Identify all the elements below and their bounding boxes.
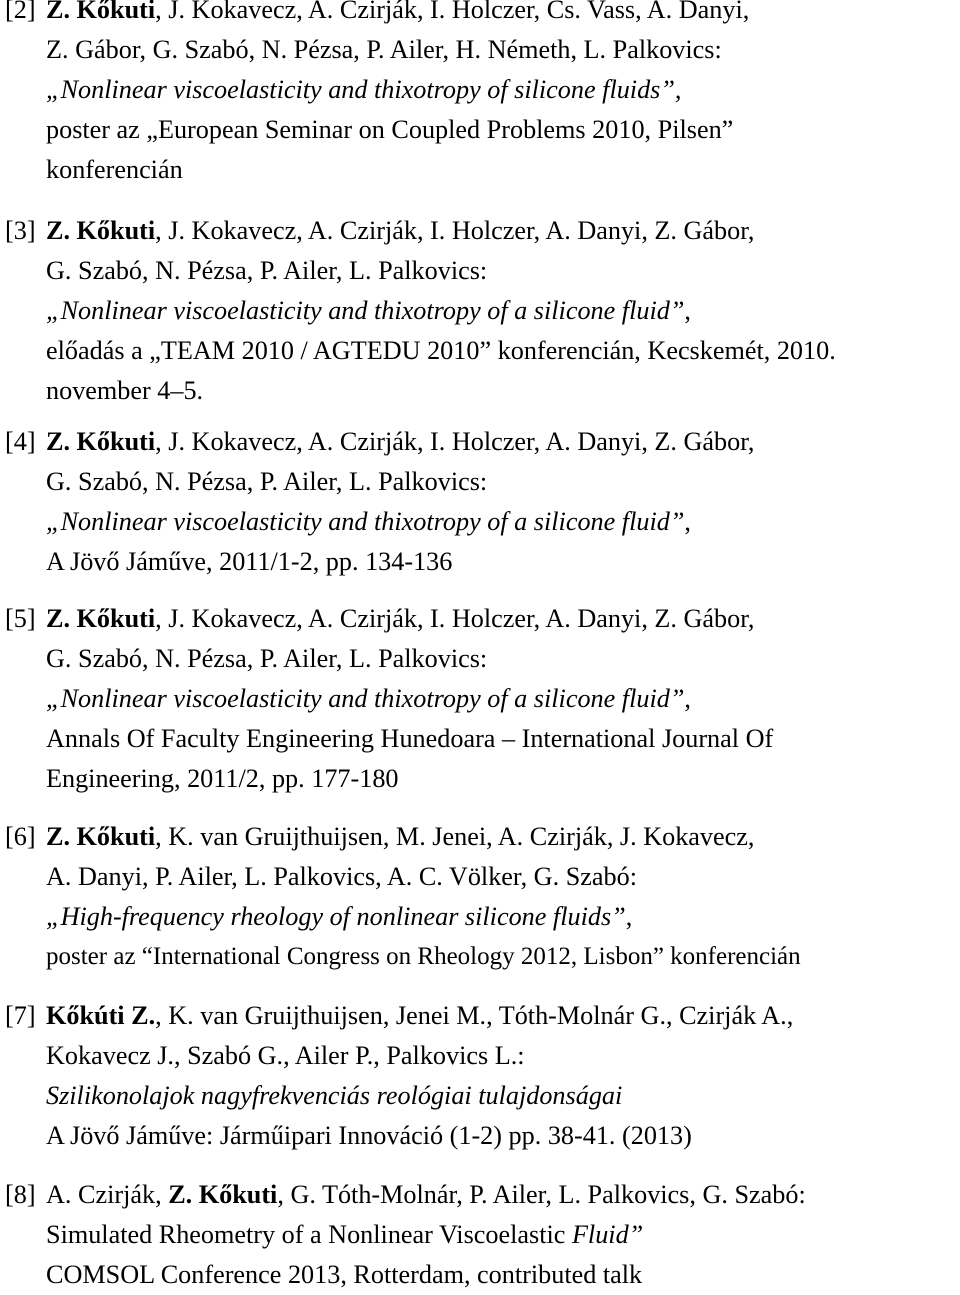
reference-text: , xyxy=(684,507,691,536)
reference-number: [7] xyxy=(5,1001,36,1030)
author-highlight: Z. Kőkuti xyxy=(46,822,156,851)
reference-number: [5] xyxy=(5,604,36,633)
reference-line xyxy=(46,150,960,190)
reference-entry xyxy=(0,996,960,1156)
reference-line xyxy=(46,211,960,251)
reference-entry xyxy=(0,211,960,411)
reference-body xyxy=(46,0,960,190)
reference-number: [4] xyxy=(5,427,36,456)
reference-number: [3] xyxy=(5,216,36,245)
reference-line xyxy=(46,937,960,977)
reference-number: [8] xyxy=(5,1180,36,1209)
reference-line xyxy=(46,502,960,542)
reference-number: [2] xyxy=(5,0,36,24)
reference-text: poster az “International Congress on Rheology 2012, Lisbon” konferencián xyxy=(46,943,801,970)
author-highlight: Kőkúti Z. xyxy=(46,1001,156,1030)
reference-text: , K. van Gruijthuijsen, M. Jenei, A. Czirják, J. Kokavecz, xyxy=(155,822,755,851)
reference-text: Annals Of Faculty Engineering Hunedoara – International Journal Of xyxy=(46,724,774,753)
reference-title: „Nonlinear viscoelasticity and thixotropy of a silicone fluid” xyxy=(46,684,685,713)
reference-line xyxy=(46,542,960,582)
reference-body xyxy=(46,422,960,582)
reference-text: A. Czirják, xyxy=(46,1180,169,1209)
reference-text: , G. Tóth-Molnár, P. Ailer, L. Palkovics, G. Szabó: xyxy=(277,1180,806,1209)
reference-line xyxy=(46,897,960,937)
author-highlight: Z. Kőkuti xyxy=(46,216,156,245)
reference-title: Fluid” xyxy=(571,1220,644,1249)
author-highlight: Z. Kőkuti xyxy=(46,604,156,633)
reference-title: „Nonlinear viscoelasticity and thixotropy of a silicone fluid” xyxy=(46,507,685,536)
reference-line xyxy=(46,70,960,110)
reference-text: konferencián xyxy=(46,155,183,184)
author-highlight: Z. Kőkuti xyxy=(168,1180,278,1209)
reference-line xyxy=(46,817,960,857)
reference-text: , J. Kokavecz, A. Czirják, I. Holczer, A. Danyi, Z. Gábor, xyxy=(155,427,755,456)
reference-title: „High-frequency rheology of nonlinear silicone fluids” xyxy=(46,902,626,931)
reference-body xyxy=(46,817,960,977)
reference-entry xyxy=(0,817,960,977)
reference-text: G. Szabó, N. Pézsa, P. Ailer, L. Palkovics: xyxy=(46,467,488,496)
reference-line xyxy=(46,331,960,371)
author-highlight: Z. Kőkuti xyxy=(46,0,156,24)
reference-text: , J. Kokavecz, A. Czirják, I. Holczer, A. Danyi, Z. Gábor, xyxy=(155,216,755,245)
reference-entry xyxy=(0,1175,960,1295)
reference-title: „Nonlinear viscoelasticity and thixotropy of a silicone fluid” xyxy=(46,296,685,325)
reference-line xyxy=(46,857,960,897)
author-highlight: Z. Kőkuti xyxy=(46,427,156,456)
reference-title: „Nonlinear viscoelasticity and thixotropy of silicone fluids”, xyxy=(46,75,682,104)
reference-text: , xyxy=(684,296,691,325)
reference-text: Z. Gábor, G. Szabó, N. Pézsa, P. Ailer, H. Németh, L. Palkovics: xyxy=(46,35,722,64)
reference-text: Engineering, 2011/2, pp. 177-180 xyxy=(46,764,399,793)
reference-text: G. Szabó, N. Pézsa, P. Ailer, L. Palkovics: xyxy=(46,644,488,673)
reference-text: G. Szabó, N. Pézsa, P. Ailer, L. Palkovics: xyxy=(46,256,488,285)
reference-line xyxy=(46,1215,960,1255)
reference-line xyxy=(46,291,960,331)
reference-body xyxy=(46,599,960,799)
reference-text: A Jövő Jáműve, 2011/1-2, pp. 134-136 xyxy=(46,547,453,576)
reference-line xyxy=(46,996,960,1036)
reference-text: , xyxy=(625,902,633,931)
reference-body xyxy=(46,1175,960,1295)
reference-line xyxy=(46,422,960,462)
reference-body xyxy=(46,211,960,411)
reference-line xyxy=(46,371,960,411)
reference-line xyxy=(46,1116,960,1156)
reference-text: Kokavecz J., Szabó G., Ailer P., Palkovics L.: xyxy=(46,1041,525,1070)
reference-text: , xyxy=(684,684,691,713)
reference-line xyxy=(46,599,960,639)
reference-text: A Jövő Jáműve: Járműipari Innováció (1-2) pp. 38-41. (2013) xyxy=(46,1121,692,1150)
reference-text: , J. Kokavecz, A. Czirják, I. Holczer, A. Danyi, Z. Gábor, xyxy=(155,604,755,633)
reference-text: Simulated Rheometry of a Nonlinear Viscoelastic xyxy=(46,1220,572,1249)
reference-text: előadás a „TEAM 2010 / AGTEDU 2010” konferencián, Kecskemét, 2010. xyxy=(46,336,836,365)
reference-line xyxy=(46,0,960,30)
reference-line xyxy=(46,1175,960,1215)
reference-entry xyxy=(0,0,960,190)
reference-entry xyxy=(0,422,960,582)
reference-line xyxy=(46,110,960,150)
reference-line xyxy=(46,30,960,70)
reference-line xyxy=(46,1255,960,1295)
reference-title: Szilikonolajok nagyfrekvenciás reológiai tulajdonságai xyxy=(46,1081,623,1110)
reference-line xyxy=(46,251,960,291)
reference-line xyxy=(46,462,960,502)
reference-entry xyxy=(0,599,960,799)
reference-line xyxy=(46,679,960,719)
reference-line xyxy=(46,639,960,679)
reference-text: COMSOL Conference 2013, Rotterdam, contributed talk xyxy=(46,1260,643,1289)
reference-line xyxy=(46,1036,960,1076)
reference-line xyxy=(46,759,960,799)
reference-text: , K. van Gruijthuijsen, Jenei M., Tóth-Molnár G., Czirják A., xyxy=(155,1001,794,1030)
reference-text: november 4–5. xyxy=(46,376,204,405)
reference-line xyxy=(46,1076,960,1116)
reference-line xyxy=(46,719,960,759)
reference-text: poster az „European Seminar on Coupled Problems 2010, Pilsen” xyxy=(46,115,734,144)
reference-text: A. Danyi, P. Ailer, L. Palkovics, A. C. Völker, G. Szabó: xyxy=(46,862,637,891)
reference-body xyxy=(46,996,960,1156)
reference-text: , J. Kokavecz, A. Czirják, I. Holczer, Cs. Vass, A. Danyi, xyxy=(155,0,750,24)
reference-number: [6] xyxy=(5,822,36,851)
